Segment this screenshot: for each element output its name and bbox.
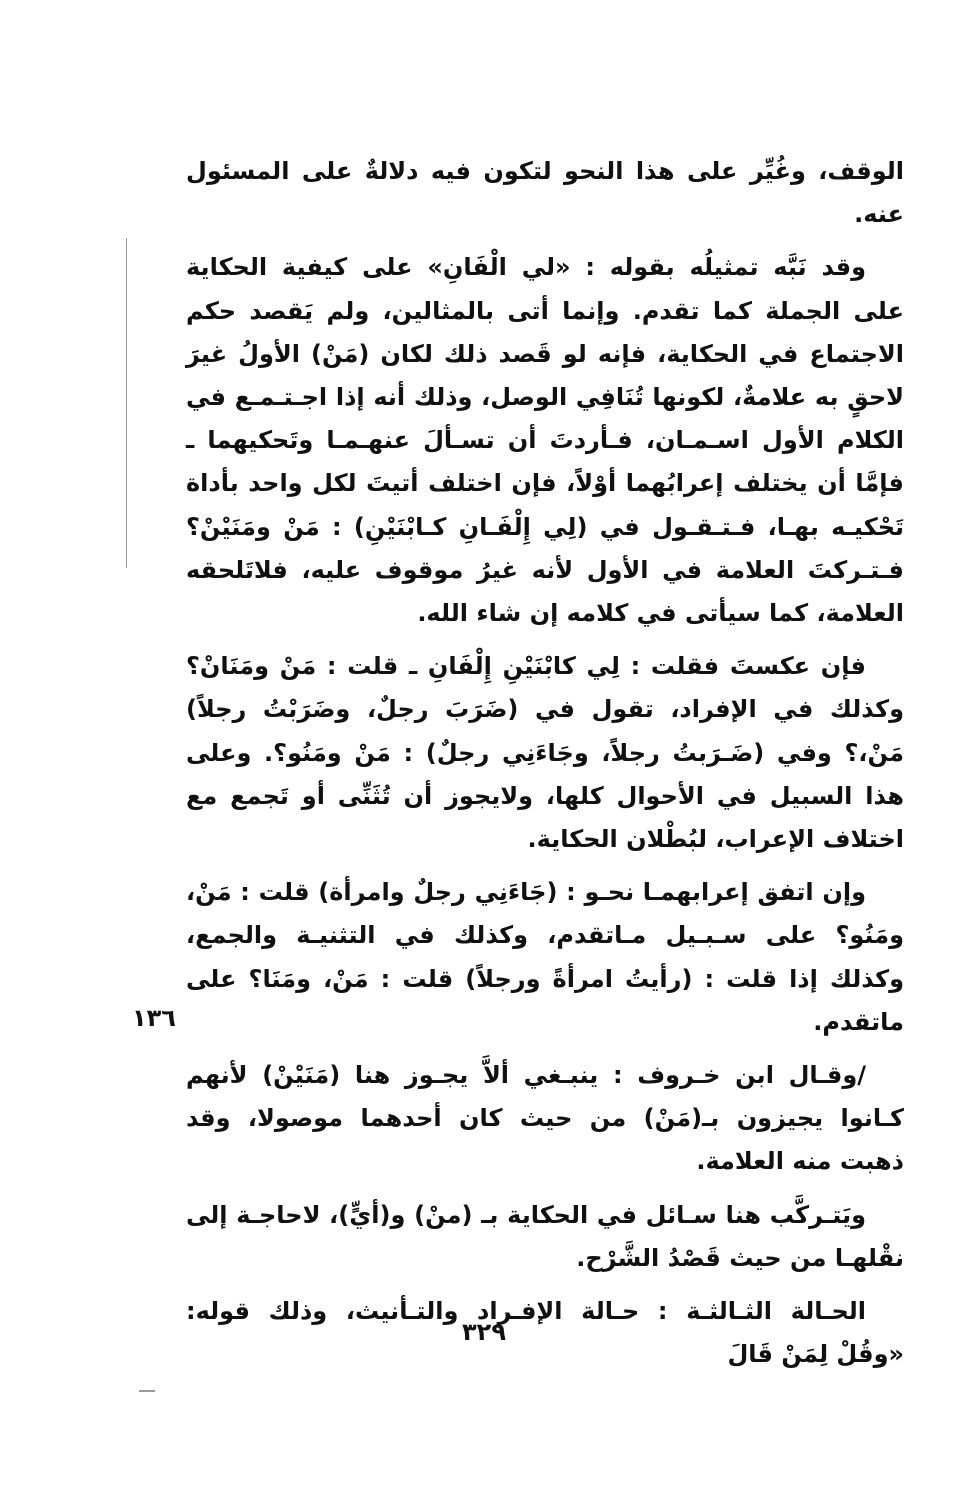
- scan-mark-left: [126, 238, 127, 568]
- paragraph: الحـالة الثـالثـة : حـالة الإفـراد والتـأنيث، وذلك قوله: «وقُلْ لِمَنْ قَالَ: [186, 1297, 904, 1369]
- page-number: ٣٢٩: [462, 1318, 506, 1346]
- paragraph: /وقـال ابن خـروف : ينبـغي ألاَّ يجـوز هنا (مَنَيْنْ) لأنهم كـانوا يجيزون بـ(مَنْ) من حيث كان أحدهما موصولا، وقد ذهبت منه العلامة.: [186, 1061, 904, 1176]
- paragraph: فإن عكستَ فقلت : لِي كابْنَيْنِ إِلْفَانِ ـ قلت : مَنْ ومَنَانْ؟ وكذلك في الإفراد، تقول في (ضَرَبَ رجلٌ، وضَرَبْتُ رجلاً) مَنْ،؟ وفي (ضَـرَبتُ رجلاً، وجَاءَنِي رجلٌ) : مَنْ ومَنُو؟. وعلى هذا السبيل في الأحوال كلها، ولايجوز أن تُثَنِّى أو تَجمع مع اختلاف الإعراب، لبُطْلان الحكاية.: [186, 652, 904, 854]
- margin-page-reference: ١٣٦: [132, 1004, 176, 1032]
- body-text: [186, 150, 904, 1386]
- scan-mark-bottom-left: [139, 1390, 155, 1392]
- paragraph: الوقف، وغُيِّر على هذا النحو لتكون فيه دلالةٌ على المسئول عنه.: [186, 157, 904, 229]
- paragraph: وقد نَبَّه تمثيلُه بقوله : «لي الْفَانِ» على كيفية الحكاية على الجملة كما تقدم. وإنما أتى بالمثالين، ولم يَقصد حكم الاجتماع في الحكاية، فإنه لو قَصد ذلك لكان (مَنْ) الأولُ غيرَ لاحقٍ به علامةٌ، لكونها تُنَافِي الوصل، وذلك أنه إذا اجـتـمـع في الكلام الأول اسـمـان، فـأردتَ أن تسـألَ عنهـمـا وتَحكيهما ـ فإمَّا أن يختلف إعرابُهما أوْلاً، فإن اختلف أتيتَ لكل واحد بأداة تَحْكيـه بهـا، فـتـقـول في (لِي إِلْفَـانِ كـابْنَيْنِ) : مَنْ ومَنَيْنْ؟ فـتـركتَ العلامة في الأول لأنه غيرُ موقوف عليه، فلاتَلحقه العلامة، كما سيأتى في كلامه إن شاء الله.: [186, 253, 904, 628]
- paragraph: وإن اتفق إعرابهمـا نحـو : (جَاءَنِي رجلٌ وامرأة) قلت : مَنْ، ومَنُو؟ على سـبـيل مـاتقدم، وكذلك في التثنيـة والجمع، وكذلك إذا قلت : (رأيتُ امرأةً ورجلاً) قلت : مَنْ، ومَنَا؟ على ماتقدم.: [186, 878, 904, 1036]
- paragraph: ويَتـركَّب هنا سـائل في الحكاية بـ (منْ) و(أيٍّ)، لاحاجـة إلى نقْلهـا من حيث قَصْدُ الشَّرْح.: [186, 1200, 904, 1272]
